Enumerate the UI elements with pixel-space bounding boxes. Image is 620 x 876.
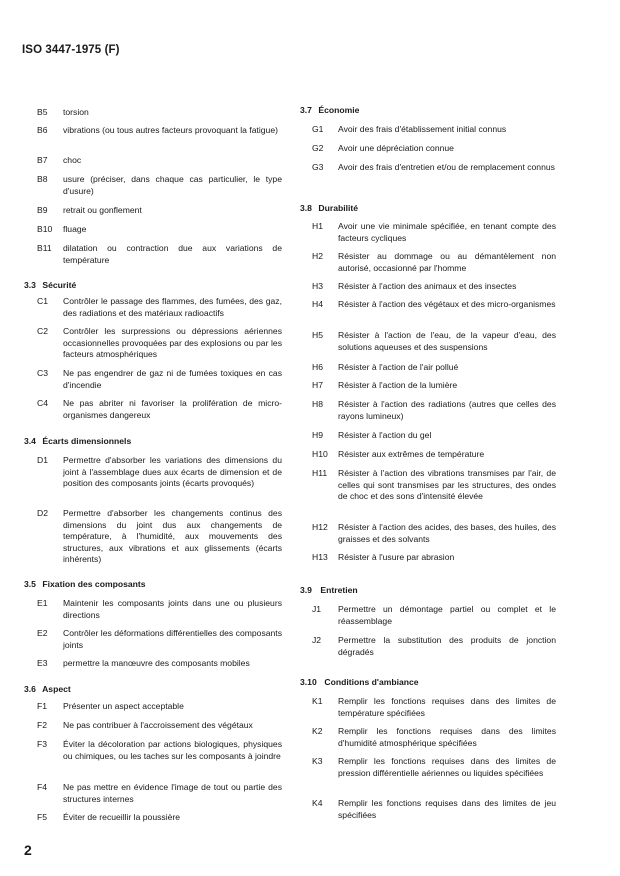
item-text: Remplir les fonctions requises dans des limites de jeu spécifiées (338, 798, 556, 820)
item-code: D1 (37, 455, 48, 465)
item-code: K1 (312, 696, 323, 706)
section-title: Écarts dimensionnels (42, 436, 132, 446)
item-code: K2 (312, 726, 323, 736)
section-title: Durabilité (318, 203, 359, 213)
item-text: Contrôler les surpressions ou dépressions aériennes occasionnelles provoquées par des explosions ou par les facteurs atmosphériques (63, 326, 282, 360)
item-code: J2 (312, 635, 322, 645)
item-code: H9 (312, 430, 323, 440)
section-heading-entretien (300, 585, 358, 595)
item-code: H11 (312, 468, 328, 478)
item-text: vibrations (ou tous autres facteurs provoquant la fatigue) (63, 125, 278, 135)
item-text: Permettre d'absorber les variations des dimensions du joint à l'assemblage dues aux écarts de dimension et de position des composants joints (écarts provoqués) (63, 455, 282, 489)
item-code: H2 (312, 251, 323, 261)
document-header: ISO 3447-1975 (F) (22, 44, 120, 56)
section-number: 3.4 (24, 436, 36, 446)
item-code: E2 (37, 628, 48, 638)
item-code: G2 (312, 143, 324, 153)
item-code: H13 (312, 552, 328, 562)
item-code: K3 (312, 756, 323, 766)
section-heading-aspect (24, 684, 71, 694)
item-text: Permettre la substitution des produits de jonction dégradés (338, 635, 556, 657)
section-title: Économie (318, 105, 360, 115)
item-text: permettre la manœuvre des composants mobiles (63, 658, 250, 668)
item-code: B10 (37, 224, 53, 234)
section-number: 3.9 (300, 585, 312, 595)
section-number: 3.7 (300, 105, 312, 115)
item-code: H8 (312, 399, 323, 409)
item-code: B11 (37, 243, 52, 253)
item-code: H1 (312, 221, 323, 231)
item-text: Résister au dommage ou au démantèlement non autorisé, occasionné par l'homme (338, 251, 556, 273)
item-text: Résister à l'action des radiations (autres que celles des rayons lumineux) (338, 399, 556, 421)
item-text: Permettre d'absorber les changements continus des dimensions du joint dus aux changements de température, à l'humidité, aux mouvements des structures, aux vibrations et aux glissements (écarts inhérents) (63, 508, 282, 565)
item-text: Ne pas contribuer à l'accroissement des végétaux (63, 720, 253, 730)
section-heading-fixation (24, 579, 146, 589)
section-heading-economie (300, 105, 359, 115)
item-code: H6 (312, 362, 323, 372)
item-text: Avoir des frais d'entretien et/ou de remplacement connus (338, 162, 555, 172)
item-text: Permettre un démontage partiel ou complet et le réassemblage (338, 604, 556, 626)
item-code: F5 (37, 812, 48, 822)
item-code: C1 (37, 296, 48, 306)
item-text: Contrôler le passage des flammes, des fumées, des gaz, des radiations et des matériaux radioactifs (63, 296, 282, 318)
item-text: dilatation ou contraction due aux variations de température (63, 243, 282, 265)
item-text: torsion (63, 107, 89, 117)
item-text: Ne pas engendrer de gaz ni de fumées toxiques en cas d'incendie (63, 368, 282, 390)
section-title: Entretien (320, 585, 358, 595)
section-number: 3.8 (300, 203, 312, 213)
item-text: Résister à l'action des animaux et des insectes (338, 281, 517, 291)
item-text: Résister à l'action de l'air pollué (338, 362, 459, 372)
item-text: Présenter un aspect acceptable (63, 701, 184, 711)
item-code: H7 (312, 380, 323, 390)
item-text: Résister à l'action des acides, des bases, des huiles, des graisses et des solvants (338, 522, 556, 544)
item-code: J1 (312, 604, 322, 614)
item-code: D2 (37, 508, 48, 518)
item-code: G1 (312, 124, 324, 134)
item-code: C4 (37, 398, 48, 408)
item-text: Résister à l'action du gel (338, 430, 432, 440)
section-title: Sécurité (42, 280, 77, 290)
item-text: Avoir une vie minimale spécifiée, en tenant compte des facteurs cycliques (338, 221, 556, 243)
item-code: F1 (37, 701, 48, 711)
section-number: 3.10 (300, 677, 317, 687)
item-text: Éviter de recueillir la poussière (63, 812, 181, 822)
section-title: Conditions d'ambiance (324, 677, 419, 687)
section-heading-ecarts (24, 436, 131, 446)
section-heading-durabilite (300, 203, 358, 213)
item-text: Remplir les fonctions requises dans des limites de pression différentielle aériennes ou liquides spécifiées (338, 756, 556, 778)
item-code: B8 (37, 174, 48, 184)
item-code: H12 (312, 522, 328, 532)
section-title: Aspect (42, 684, 71, 694)
item-code: C2 (37, 326, 48, 336)
section-heading-ambiance (300, 677, 419, 687)
page-number: 2 (24, 842, 32, 858)
item-code: F3 (37, 739, 48, 749)
item-code: C3 (37, 368, 48, 378)
item-text: Résister à l'action des vibrations transmises par l'air, de celles qui sont transmises par les structures, des ondes de choc et des sons d'intensité élevée (338, 468, 556, 502)
item-text: Éviter la décoloration par actions biologiques, physiques ou chimiques, ou les taches sur les composants à joindre (63, 739, 282, 761)
item-text: choc (63, 155, 82, 165)
section-heading-securite (24, 280, 76, 290)
item-code: B5 (37, 107, 48, 117)
item-text: Avoir des frais d'établissement initial connus (338, 124, 507, 134)
item-text: Ne pas mettre en évidence l'image de tout ou partie des structures internes (63, 782, 282, 804)
section-title: Fixation des composants (42, 579, 146, 589)
item-code: H4 (312, 299, 323, 309)
item-text: Résister aux extrêmes de température (338, 449, 485, 459)
item-code: G3 (312, 162, 324, 172)
item-text: usure (préciser, dans chaque cas particulier, le type d'usure) (63, 174, 282, 196)
section-number: 3.6 (24, 684, 36, 694)
item-code: E3 (37, 658, 48, 668)
item-text: Ne pas abriter ni favoriser la prolifération de micro-organismes dangereux (63, 398, 282, 420)
item-code: B9 (37, 205, 48, 215)
item-text: retrait ou gonflement (63, 205, 142, 215)
section-number: 3.3 (24, 280, 36, 290)
item-text: Résister à l'action de l'eau, de la vapeur d'eau, des solutions aqueuses et des suspensions (338, 330, 556, 352)
item-text: Résister à l'usure par abrasion (338, 552, 455, 562)
item-text: Résister à l'action des végétaux et des micro-organismes (338, 299, 556, 309)
item-code: F4 (37, 782, 48, 792)
item-code: B7 (37, 155, 48, 165)
item-text: Remplir les fonctions requises dans des limites d'humidité atmosphérique spécifiées (338, 726, 556, 748)
item-text: Contrôler les déformations différentielles des composants joints (63, 628, 282, 650)
item-text: Résister à l'action de la lumière (338, 380, 458, 390)
item-text: Remplir les fonctions requises dans des limites de température spécifiées (338, 696, 556, 718)
item-text: Avoir une dépréciation connue (338, 143, 454, 153)
item-code: F2 (37, 720, 48, 730)
item-text: fluage (63, 224, 87, 234)
item-code: B6 (37, 125, 48, 135)
item-code: H5 (312, 330, 323, 340)
item-code: H3 (312, 281, 323, 291)
item-code: H10 (312, 449, 328, 459)
item-code: E1 (37, 598, 48, 608)
item-code: K4 (312, 798, 323, 808)
section-number: 3.5 (24, 579, 36, 589)
item-text: Maintenir les composants joints dans une ou plusieurs directions (63, 598, 282, 620)
